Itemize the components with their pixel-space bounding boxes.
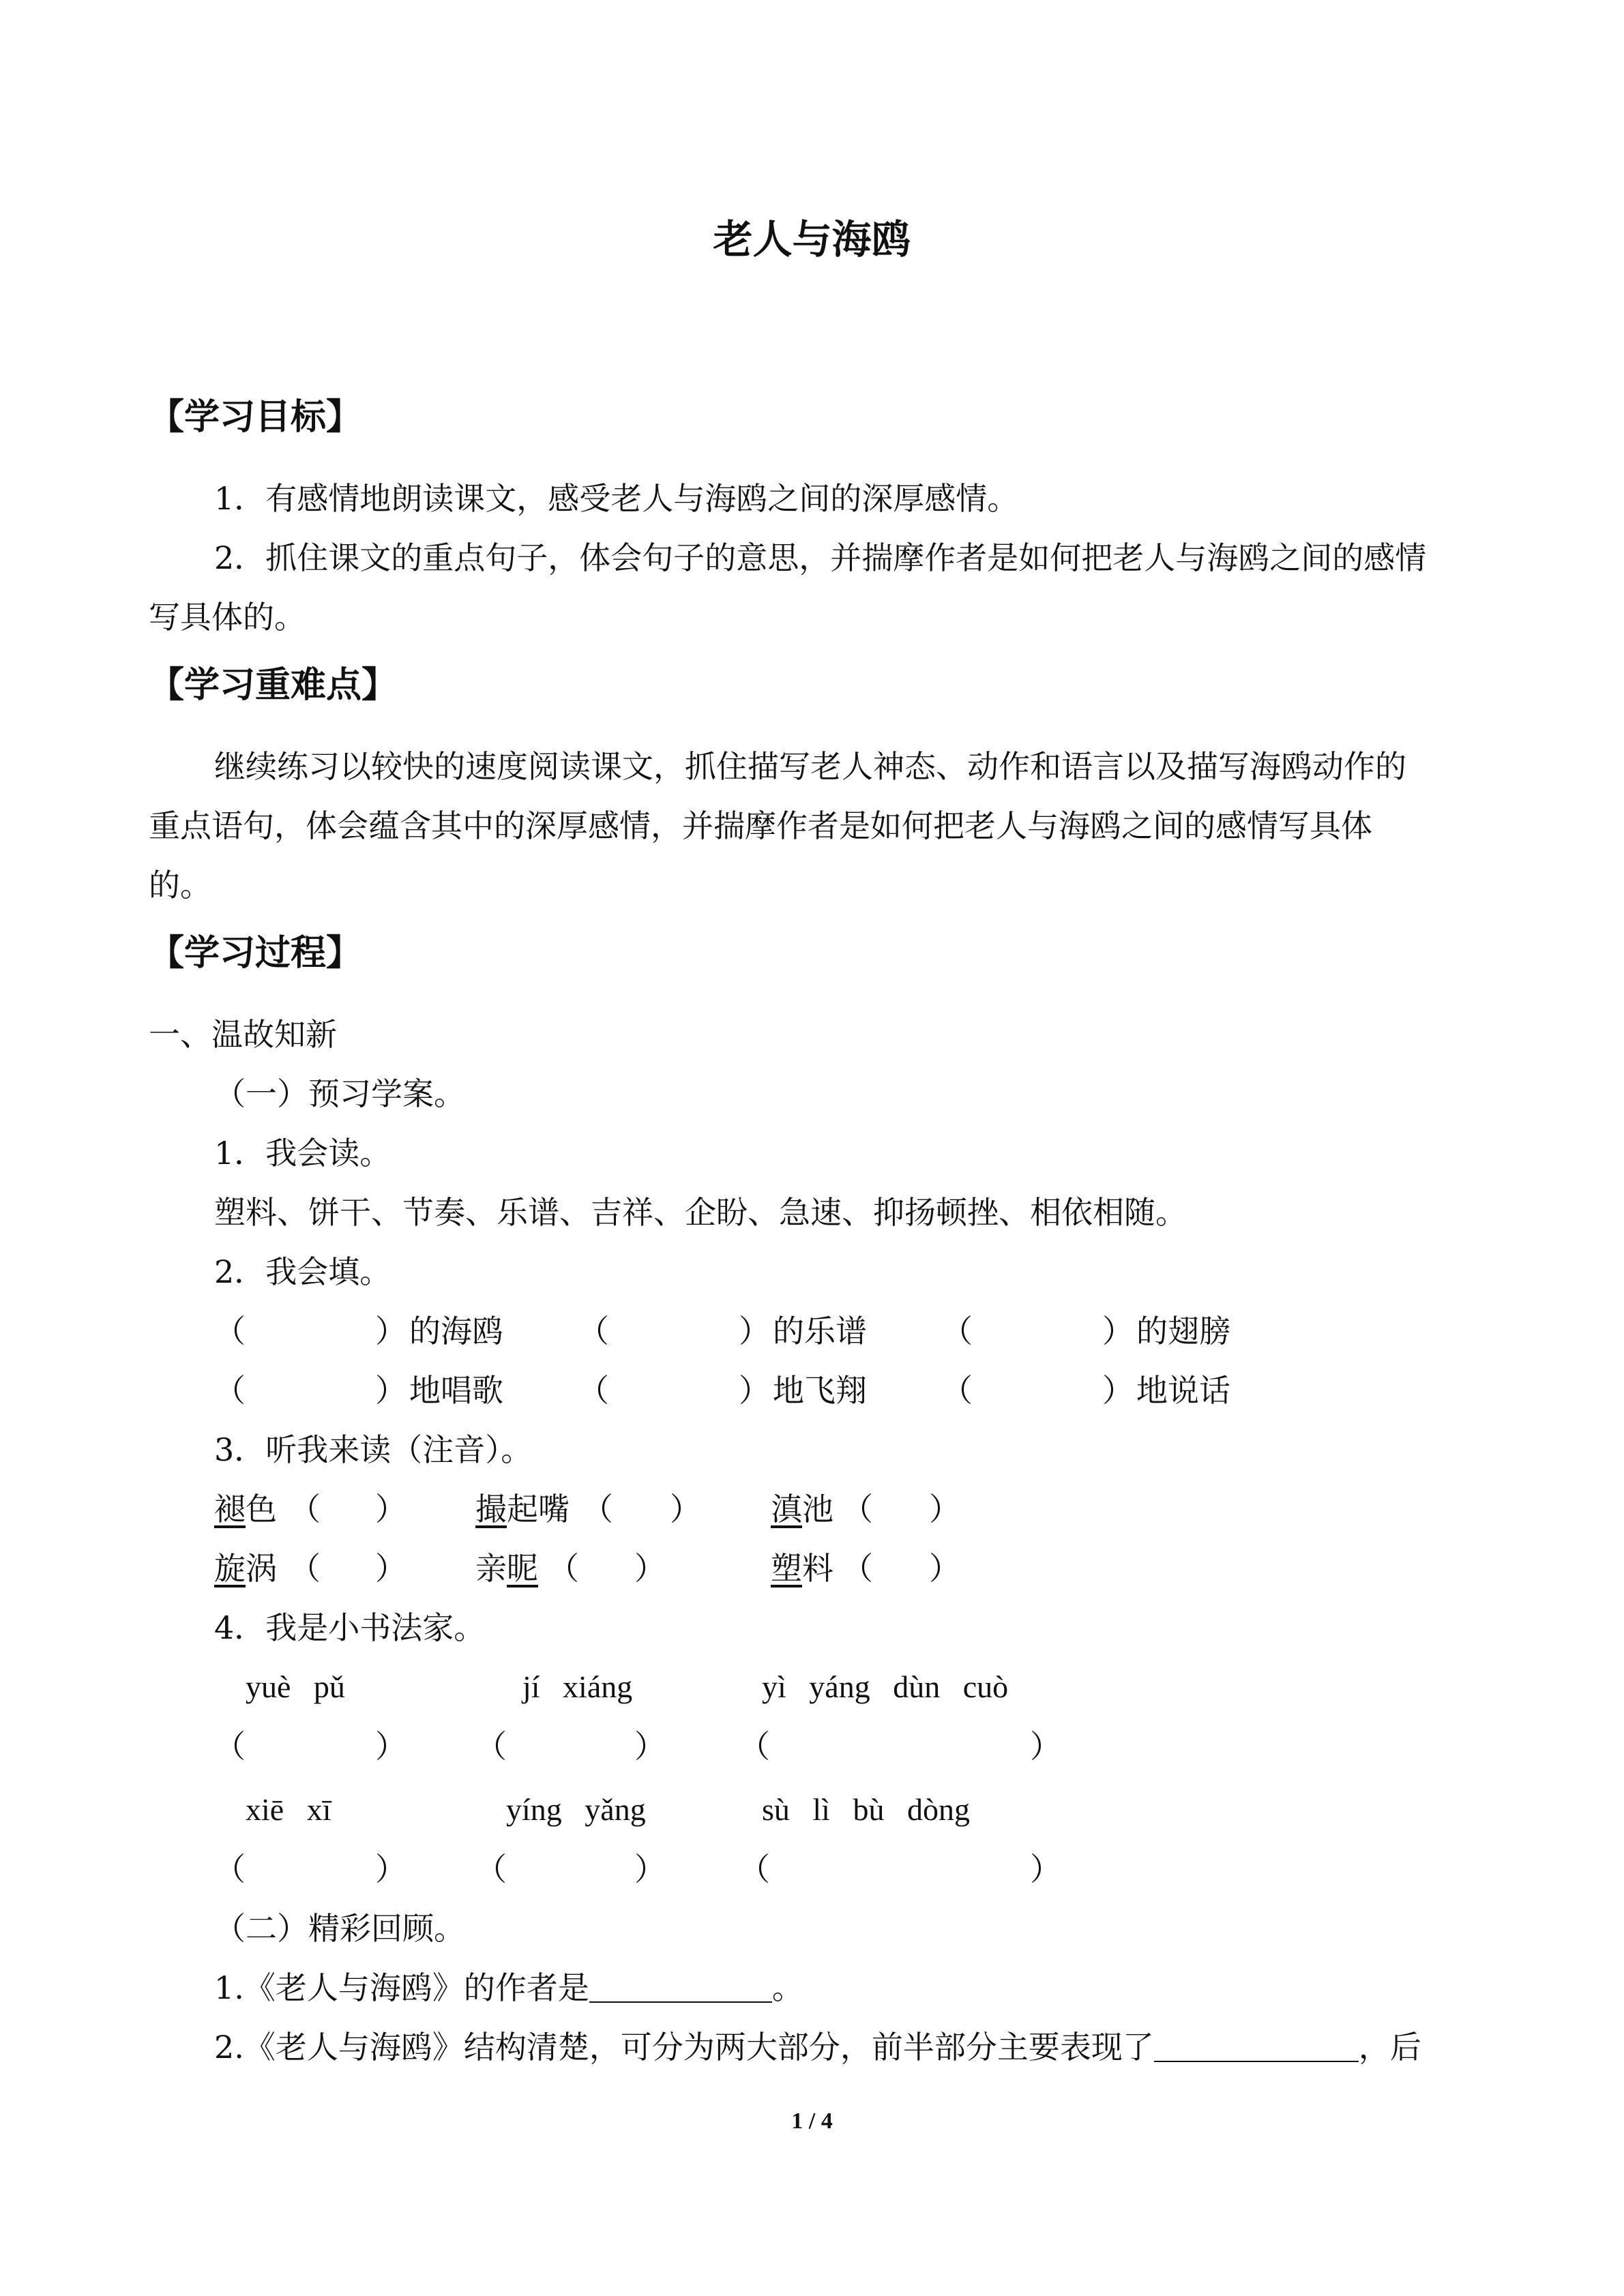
pinyin-item: jí xiáng [522,1669,633,1704]
pron-word: 褪色 [214,1491,277,1527]
pron-open-paren: （ [582,1491,613,1527]
answer-close-paren: ） [634,1728,666,1765]
answer-blank[interactable] [1154,2033,1359,2062]
pron-close-paren: ） [634,1550,666,1587]
answer-open-paren: （ [739,1851,770,1888]
pron-word: 撮起嘴 [475,1491,570,1527]
pinyin-item: yì yáng dùn cuò [762,1669,1009,1704]
pron-open-paren: （ [548,1550,579,1587]
answer-close-paren: ） [375,1728,407,1765]
fill-close-paren: ） [739,1372,770,1409]
fill-blank-label: 的乐谱 [773,1313,867,1350]
answer-open-paren: （ [214,1728,246,1765]
fill-close-paren: ） [1102,1372,1134,1409]
page-number: 1 / 4 [791,2108,833,2134]
fill-open-paren: （ [941,1313,973,1350]
question-4: 4．我是小书法家。 [214,1609,486,1646]
objective-item-1: 1．有感情地朗读课文，感受老人与海鸥之间的深厚感情。 [214,480,1019,517]
fill-open-paren: （ [578,1372,609,1409]
answer-close-paren: ） [1030,1851,1061,1888]
pron-close-paren: ） [670,1491,701,1527]
fill-close-paren: ） [375,1313,407,1350]
answer-close-paren: ） [1030,1728,1061,1765]
question-3: 3．听我来读（注音）。 [214,1431,533,1468]
pron-word: 亲昵 [475,1550,538,1587]
fill-blank-label: 地唱歌 [409,1372,503,1409]
pron-open-paren: （ [842,1550,873,1587]
key-points-line-3: 的。 [149,867,211,904]
pron-open-paren: （ [289,1491,321,1527]
pron-word: 塑料 [771,1550,833,1587]
review-question-1: 1.《老人与海鸥》的作者是 。 [214,1969,803,2006]
pron-close-paren: ） [375,1491,407,1527]
fill-close-paren: ） [739,1313,770,1350]
answer-open-paren: （ [214,1851,246,1888]
fill-open-paren: （ [578,1313,609,1350]
pinyin-item: yuè pǔ [246,1669,345,1704]
pron-close-paren: ） [375,1550,407,1587]
answer-close-paren: ） [375,1851,407,1888]
fill-close-paren: ） [375,1372,407,1409]
key-points-line-1: 继续练习以较快的速度阅读课文，抓住描写老人神态、动作和语言以及描写海鸥动作的 [214,748,1406,785]
answer-blank[interactable] [589,1974,772,2003]
pinyin-item: sù lì bù dòng [762,1792,970,1827]
pinyin-item: yíng yǎng [506,1792,646,1827]
fill-blank-label: 的海鸥 [409,1313,503,1350]
fill-open-paren: （ [214,1372,246,1409]
review-subheading: （二）精彩回顾。 [214,1910,465,1947]
pron-close-paren: ） [929,1550,960,1587]
key-points-heading: 【学习重难点】 [149,665,398,706]
answer-close-paren: ） [634,1851,666,1888]
pron-open-paren: （ [842,1491,873,1527]
fill-open-paren: （ [214,1313,246,1350]
process-heading: 【学习过程】 [149,933,362,974]
section-review-old: 一、温故知新 [149,1016,337,1053]
page-title: 老人与海鸥 [713,216,911,263]
pron-close-paren: ） [929,1491,960,1527]
objective-item-2-line-2: 写具体的。 [149,599,306,636]
pron-word: 旋涡 [214,1550,277,1587]
question-1: 1．我会读。 [214,1135,392,1172]
answer-open-paren: （ [739,1728,770,1765]
key-points-line-2: 重点语句，体会蕴含其中的深厚感情，并揣摩作者是如何把老人与海鸥之间的感情写具体 [149,807,1372,844]
fill-open-paren: （ [941,1372,973,1409]
fill-blank-label: 地飞翔 [773,1372,867,1409]
fill-blank-label: 的翅膀 [1136,1313,1230,1350]
fill-blank-label: 地说话 [1136,1372,1230,1409]
fill-close-paren: ） [1102,1313,1134,1350]
objectives-heading: 【学习目标】 [149,397,362,438]
pron-word: 滇池 [771,1491,833,1527]
objective-item-2-line-1: 2．抓住课文的重点句子，体会句子的意思，并揣摩作者是如何把老人与海鸥之间的感情 [214,539,1427,576]
pinyin-item: xiē xī [246,1792,331,1827]
preview-subheading: （一）预习学案。 [214,1075,465,1112]
review-question-2: 2.《老人与海鸥》结构清楚，可分为两大部分，前半部分主要表现了 ，后 [214,2029,1421,2066]
question-2: 2．我会填。 [214,1253,392,1290]
answer-open-paren: （ [475,1728,507,1765]
answer-open-paren: （ [475,1851,507,1888]
question-1-words: 塑料、饼干、节奏、乐谱、吉祥、企盼、急速、抑扬顿挫、相依相随。 [214,1194,1187,1231]
pron-open-paren: （ [289,1550,321,1587]
